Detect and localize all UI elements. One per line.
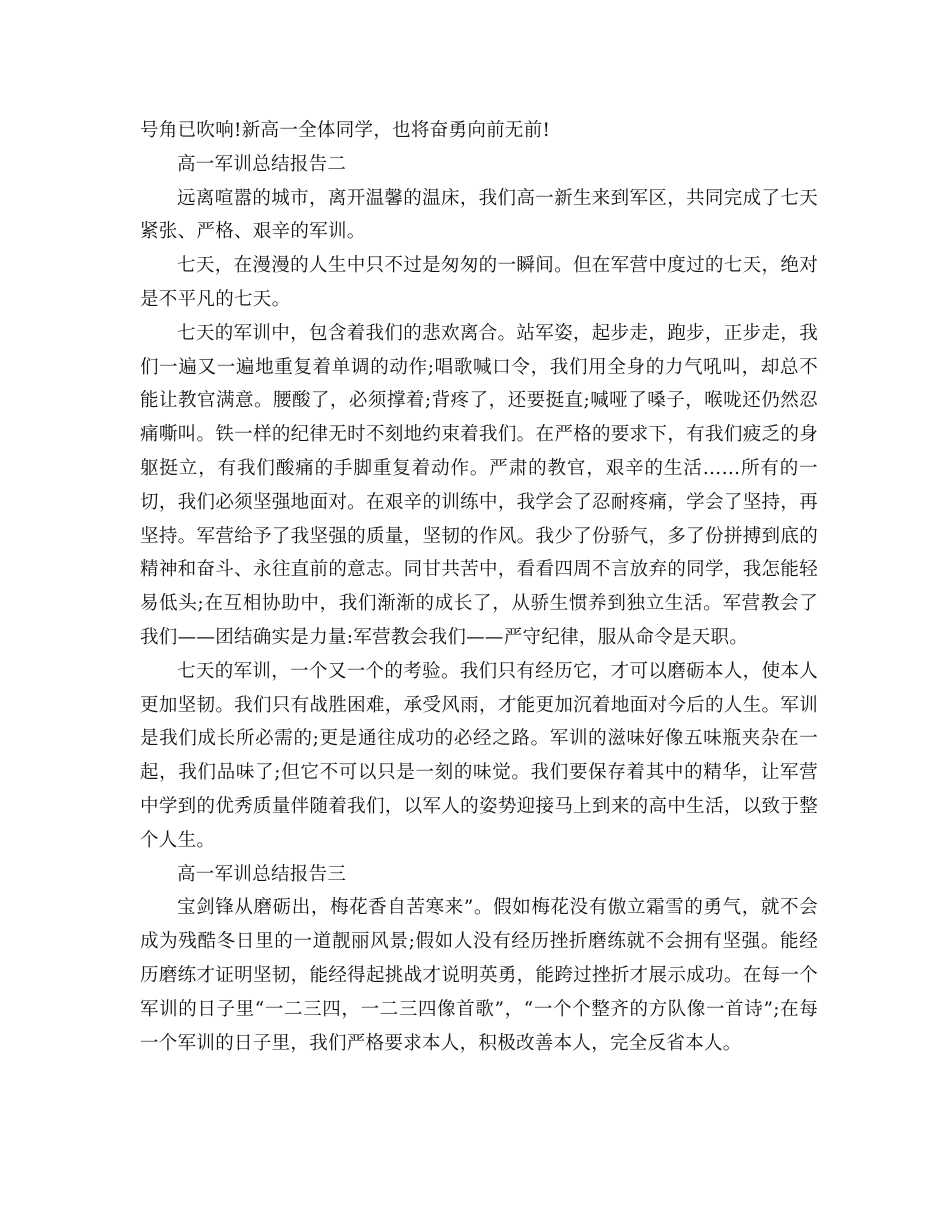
- document-body: [140, 114, 818, 1060]
- paragraph: 宝剑锋从磨砺出，梅花香自苦寒来”。假如梅花没有傲立霜雪的勇气，就不会成为残酷冬日里的一道靓丽风景;假如人没有经历挫折磨练就不会拥有坚强。能经历磨练才证明坚韧，能经得起挑战才说明英勇，能跨过挫折才展示成功。在每一个军训的日子里“一二三四，一二三四像首歌”，“一个个整齐的方队像一首诗”;在每一个军训的日子里，我们严格要求本人，积极改善本人，完全反省本人。: [140, 897, 818, 1054]
- paragraph: 七天的军训，一个又一个的考验。我们只有经历它，才可以磨砺本人，使本人更加坚韧。我们只有战胜困难，承受风雨，才能更加沉着地面对今后的人生。军训是我们成长所必需的;更是通往成功的必经之路。军训的滋味好像五味瓶夹杂在一起，我们品味了;但它不可以只是一刻的味觉。我们要保存着其中的精华，让军营中学到的优秀质量伴随着我们，以军人的姿势迎接马上到来的高中生活，以致于整个人生。: [140, 660, 818, 851]
- paragraph: 七天的军训中，包含着我们的悲欢离合。站军姿，起步走，跑步，正步走，我们一遍又一遍地重复着单调的动作;唱歌喊口令，我们用全身的力气吼叫，却总不能让教官满意。腰酸了，必须撑着;背疼了，还要挺直;喊哑了嗓子，喉咙还仍然忍痛嘶叫。铁一样的纪律无时不刻地约束着我们。在严格的要求下，有我们疲乏的身躯挺立，有我们酸痛的手脚重复着动作。严肃的教官，艰辛的生活……所有的一切，我们必须坚强地面对。在艰辛的训练中，我学会了忍耐疼痛，学会了坚持，再坚持。军营给予了我坚强的质量，坚韧的作风。我少了份骄气，多了份拼搏到底的精神和奋斗、永往直前的意志。同甘共苦中，看看四周不言放弃的同学，我怎能轻易低头;在互相协助中，我们渐渐的成长了，从骄生惯养到独立生活。军营教会了我们——团结确实是力量:军营教会我们——严守纪律，服从命令是天职。: [140, 322, 818, 648]
- section-heading-report-3: 高一军训总结报告三: [177, 863, 347, 885]
- paragraph-closing-line: 号角已吹响!新高一全体同学，也将奋勇向前无前!: [140, 120, 551, 141]
- paragraph: 七天，在漫漫的人生中只不过是匆匆的一瞬间。但在军营中度过的七天，绝对是不平凡的七天。: [140, 255, 818, 310]
- section-heading-report-2: 高一军训总结报告二: [177, 153, 347, 175]
- paragraph: 远离喧嚣的城市，离开温馨的温床，我们高一新生来到军区，共同完成了七天紧张、严格、艰辛的军训。: [140, 187, 818, 243]
